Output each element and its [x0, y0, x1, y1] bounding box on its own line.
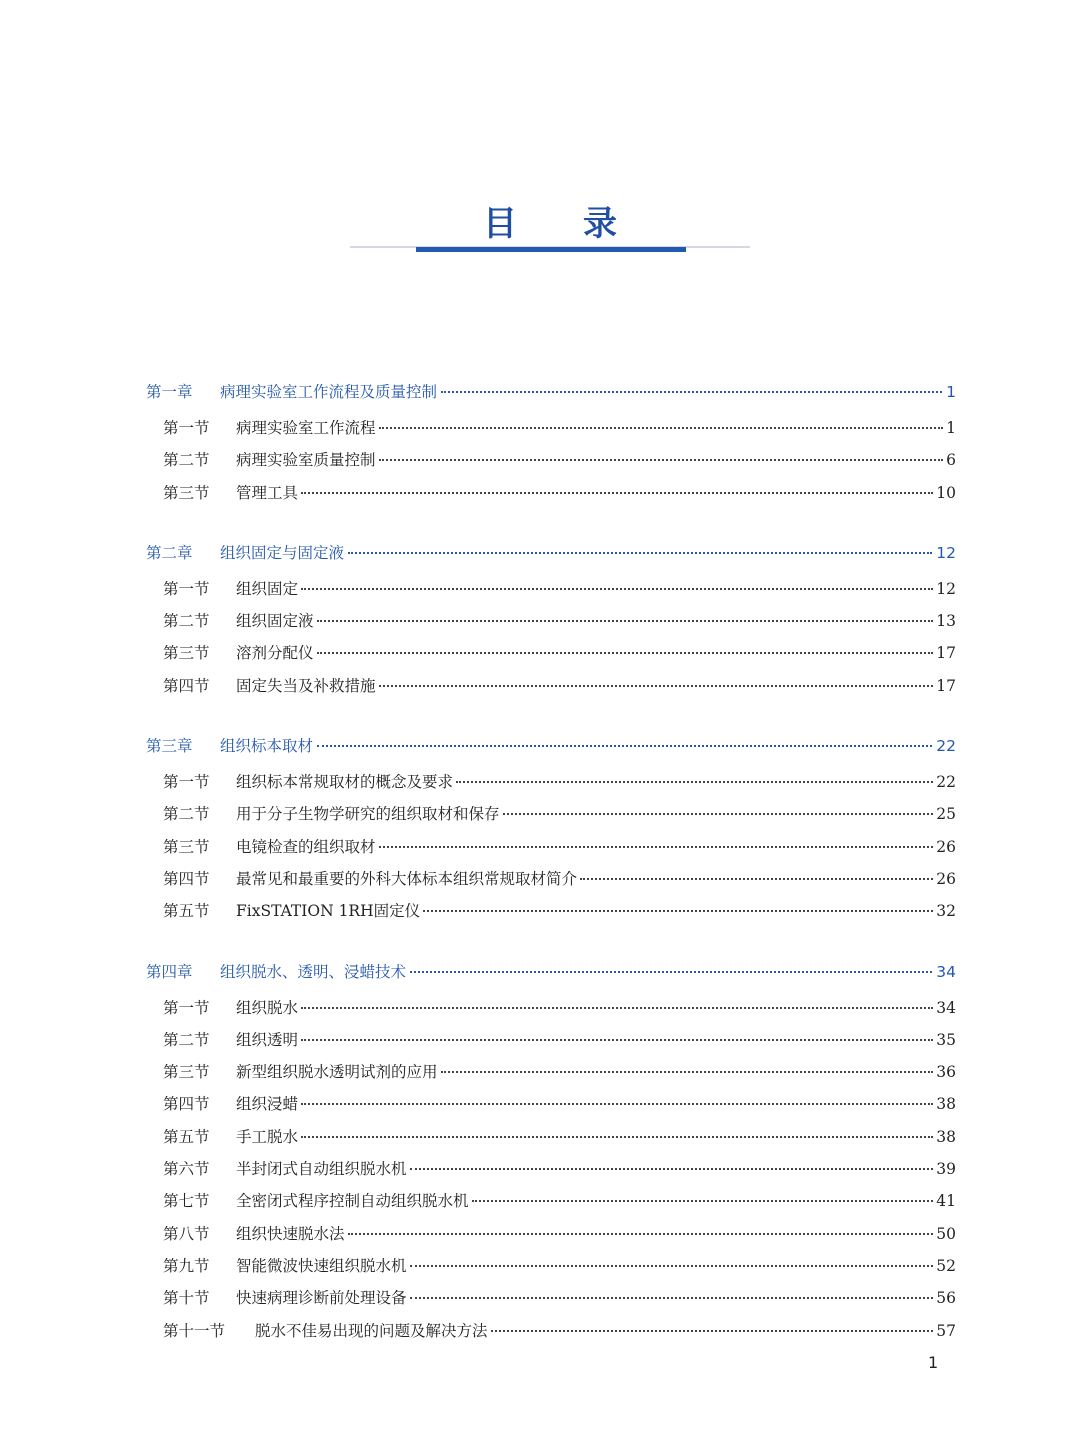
chapter-title: 病理实验室工作流程及质量控制 — [220, 383, 438, 401]
chapter-entry[interactable] — [146, 960, 956, 992]
dot-leader — [379, 685, 934, 687]
chapter-title: 组织固定与固定液 — [220, 543, 345, 562]
section-title: 手工脱水 — [236, 1127, 299, 1146]
section-number: 第一节 — [163, 419, 210, 437]
section-title: 组织固定液 — [236, 612, 314, 631]
dot-leader — [301, 1007, 933, 1009]
section-title: 组织脱水 — [236, 998, 299, 1017]
section-title: 组织固定 — [236, 579, 299, 598]
section-title: 管理工具 — [236, 483, 299, 502]
chapter-page: 22 — [936, 737, 956, 756]
section-page: 13 — [936, 612, 956, 631]
chapter-page: 34 — [936, 962, 956, 981]
section-page: 17 — [936, 676, 956, 695]
section-number: 第五节 — [163, 1127, 210, 1146]
section-entry[interactable] — [146, 1125, 956, 1157]
section-entry[interactable] — [146, 481, 956, 513]
dot-leader — [379, 459, 944, 461]
section-page: 32 — [936, 902, 956, 921]
section-title: 智能微波快速组织脱水机 — [236, 1256, 407, 1275]
chapter-page: 12 — [936, 543, 956, 562]
section-entry[interactable] — [146, 609, 956, 641]
section-number: 第五节 — [163, 902, 210, 921]
section-number: 第三节 — [163, 483, 210, 502]
dot-leader — [456, 781, 933, 783]
section-entry[interactable] — [146, 1286, 956, 1318]
section-title: 组织快速脱水法 — [236, 1224, 345, 1243]
dot-leader — [317, 745, 932, 747]
chapter-page: 1 — [946, 383, 956, 401]
dot-leader — [301, 1103, 933, 1105]
section-page: 39 — [936, 1160, 956, 1179]
section-number: 第四节 — [163, 1095, 210, 1114]
section-page: 22 — [936, 773, 956, 792]
section-number: 第八节 — [163, 1224, 210, 1243]
chapter-number: 第四章 — [146, 962, 193, 981]
toc-heading — [350, 198, 750, 258]
dot-leader — [503, 813, 934, 815]
section-page: 57 — [936, 1321, 956, 1340]
section-page: 10 — [936, 483, 956, 502]
dot-leader — [301, 588, 933, 590]
section-page: 52 — [936, 1256, 956, 1275]
page-title: 目录 — [483, 204, 683, 244]
section-title: 组织浸蜡 — [236, 1095, 299, 1114]
section-entry[interactable] — [146, 641, 956, 673]
section-title: 用于分子生物学研究的组织取材和保存 — [236, 805, 500, 824]
section-title: 组织透明 — [236, 1030, 299, 1049]
section-number: 第十节 — [163, 1289, 210, 1308]
section-number: 第二节 — [163, 805, 210, 824]
section-page: 6 — [946, 451, 956, 470]
section-entry[interactable] — [146, 1060, 956, 1092]
dot-leader — [301, 1136, 933, 1138]
table-of-contents — [146, 380, 956, 1351]
section-number: 第四节 — [163, 676, 210, 695]
section-page: 36 — [936, 1063, 956, 1082]
section-title: 电镜检查的组织取材 — [236, 837, 376, 856]
section-page: 17 — [936, 644, 956, 663]
dot-leader — [580, 878, 933, 880]
section-entry[interactable] — [146, 674, 956, 706]
section-page: 12 — [936, 579, 956, 598]
dot-leader — [441, 1071, 934, 1073]
dot-leader — [410, 971, 932, 973]
section-entry[interactable] — [146, 996, 956, 1028]
section-entry[interactable] — [146, 899, 956, 931]
section-number: 第二节 — [163, 451, 210, 470]
section-entry[interactable] — [146, 835, 956, 867]
section-entry[interactable] — [146, 802, 956, 834]
section-page: 35 — [936, 1030, 956, 1049]
section-title: 病理实验室工作流程 — [236, 419, 376, 437]
section-page: 56 — [936, 1289, 956, 1308]
section-entry[interactable] — [146, 448, 956, 480]
section-page: 34 — [936, 998, 956, 1017]
section-entry[interactable] — [146, 1092, 956, 1124]
chapter-number: 第二章 — [146, 543, 193, 562]
section-page: 26 — [936, 869, 956, 888]
section-page: 25 — [936, 805, 956, 824]
section-entry[interactable] — [146, 1189, 956, 1221]
section-entry[interactable] — [146, 867, 956, 899]
section-title: 脱水不佳易出现的问题及解决方法 — [255, 1321, 488, 1340]
section-number: 第二节 — [163, 612, 210, 631]
section-page: 41 — [936, 1192, 956, 1211]
section-entry[interactable] — [146, 1254, 956, 1286]
section-page: 38 — [936, 1095, 956, 1114]
section-title: 病理实验室质量控制 — [236, 451, 376, 470]
section-entry[interactable] — [146, 416, 956, 448]
section-entry[interactable] — [146, 1319, 956, 1351]
chapter-entry[interactable] — [146, 380, 956, 412]
chapter-entry[interactable] — [146, 734, 956, 766]
section-number: 第一节 — [163, 579, 210, 598]
section-number: 第三节 — [163, 1063, 210, 1082]
section-title: 全密闭式程序控制自动组织脱水机 — [236, 1192, 469, 1211]
section-number: 第一节 — [163, 773, 210, 792]
section-title: 新型组织脱水透明试剂的应用 — [236, 1063, 438, 1082]
dot-leader — [379, 427, 944, 429]
chapter-number: 第一章 — [146, 383, 193, 401]
section-title: 溶剂分配仪 — [236, 644, 314, 663]
section-number: 第六节 — [163, 1160, 210, 1179]
dot-leader — [301, 1039, 933, 1041]
section-page: 38 — [936, 1127, 956, 1146]
title-underline-thick — [416, 247, 686, 252]
section-number: 第十一节 — [163, 1321, 226, 1340]
section-page: 1 — [946, 419, 956, 437]
dot-leader — [301, 492, 933, 494]
section-title: FixSTATION 1RH固定仪 — [236, 902, 421, 921]
section-number: 第九节 — [163, 1256, 210, 1275]
section-entry[interactable] — [146, 1028, 956, 1060]
chapter-entry[interactable] — [146, 541, 956, 573]
dot-leader — [317, 652, 934, 654]
chapter-title: 组织标本取材 — [220, 737, 314, 756]
dot-leader — [472, 1200, 934, 1202]
page-number: 1 — [928, 1353, 939, 1372]
section-entry[interactable] — [146, 1157, 956, 1189]
section-title: 最常见和最重要的外科大体标本组织常规取材简介 — [236, 869, 578, 888]
section-page: 50 — [936, 1224, 956, 1243]
section-number: 第三节 — [163, 644, 210, 663]
section-title: 组织标本常规取材的概念及要求 — [236, 773, 454, 792]
section-page: 26 — [936, 837, 956, 856]
chapter-title: 组织脱水、透明、浸蜡技术 — [220, 962, 407, 981]
section-entry[interactable] — [146, 1222, 956, 1254]
dot-leader — [410, 1265, 934, 1267]
dot-leader — [441, 391, 942, 393]
section-number: 第二节 — [163, 1030, 210, 1049]
dot-leader — [348, 1233, 934, 1235]
dot-leader — [317, 620, 934, 622]
dot-leader — [423, 910, 933, 912]
section-title: 固定失当及补救措施 — [236, 676, 376, 695]
dot-leader — [379, 846, 934, 848]
chapter-number: 第三章 — [146, 737, 193, 756]
section-entry[interactable] — [146, 770, 956, 802]
section-number: 第三节 — [163, 837, 210, 856]
dot-leader — [348, 552, 932, 554]
section-title: 快速病理诊断前处理设备 — [236, 1289, 407, 1308]
section-number: 第七节 — [163, 1192, 210, 1211]
section-number: 第一节 — [163, 998, 210, 1017]
dot-leader — [491, 1330, 934, 1332]
dot-leader — [410, 1297, 934, 1299]
dot-leader — [410, 1168, 934, 1170]
section-title: 半封闭式自动组织脱水机 — [236, 1160, 407, 1179]
section-entry[interactable] — [146, 577, 956, 609]
section-number: 第四节 — [163, 869, 210, 888]
